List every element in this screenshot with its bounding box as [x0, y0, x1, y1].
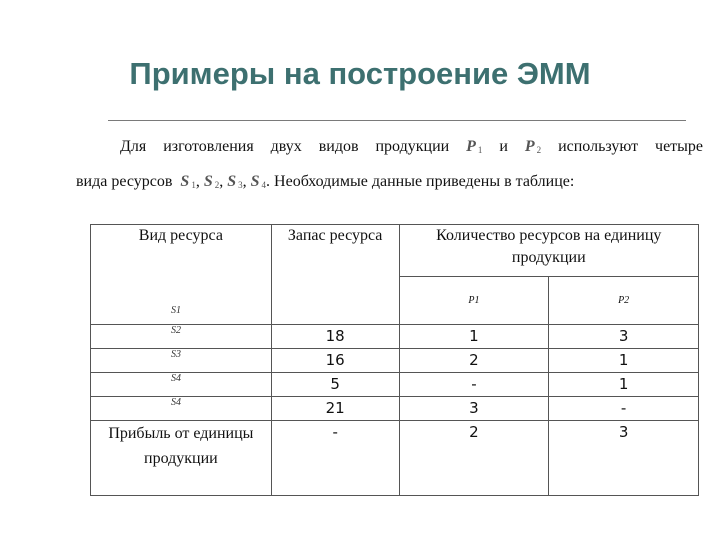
- intro-paragraph: [76, 131, 703, 201]
- resource-table: [90, 224, 699, 496]
- product-p1: P $_1$: [466, 138, 483, 155]
- intro-and: и: [499, 138, 508, 155]
- intro-text-4: . Необходимые данные приведены в таблице:: [266, 173, 575, 190]
- cell-p1: 2: [399, 349, 549, 373]
- table-row: [91, 373, 699, 397]
- cell-p2: 1: [549, 349, 699, 373]
- row-label: S3: [91, 349, 272, 373]
- intro-text-2: используют четыре: [558, 138, 704, 155]
- intro-text-3: вида ресурсов: [76, 173, 173, 190]
- profit-p2: 3: [549, 421, 699, 496]
- cell-stock: 21: [271, 397, 399, 421]
- table-row: [91, 349, 699, 373]
- table-row: [91, 397, 699, 421]
- intro-line-1: [76, 131, 703, 166]
- resource-s2: S $_2$: [203, 173, 220, 190]
- resource-label: S1: [171, 305, 181, 316]
- header-stock: Запас ресурса: [271, 225, 399, 325]
- header-consumption: Количество ресурсов на единицу продукции: [399, 225, 698, 277]
- cell-p1: 1: [399, 325, 549, 349]
- row-label-s4: S4: [171, 397, 181, 408]
- intro-text-1: Для изготовления двух видов продукции: [120, 138, 450, 155]
- intro-line-2: вида ресурсов S $_1$, S $_2$, S $_3$, S $_4$. Необходимые данные приведены в таблице:: [76, 173, 575, 190]
- cell-stock: 16: [271, 349, 399, 373]
- row-label: [91, 397, 272, 421]
- profit-label: Прибыль от единицы продукции: [91, 421, 272, 496]
- cell-stock: 18: [271, 325, 399, 349]
- cell-p2: 1: [549, 373, 699, 397]
- product-p2: P $_2$: [524, 138, 542, 155]
- table-row: [91, 325, 699, 349]
- cell-p2: -: [549, 397, 699, 421]
- profit-row: [91, 421, 699, 496]
- cell-stock: 5: [271, 373, 399, 397]
- table-header-row: [91, 225, 699, 277]
- header-p2: P2: [549, 277, 699, 325]
- row-label: S2: [91, 325, 272, 349]
- cell-p1: 3: [399, 397, 549, 421]
- header-resource: Вид ресурса S1: [91, 225, 272, 325]
- title-divider: [108, 120, 686, 121]
- resource-s3: S $_3$: [227, 173, 243, 190]
- resource-s1: S $_1$: [180, 173, 196, 190]
- profit-stock: -: [271, 421, 399, 496]
- header-p1: P1: [399, 277, 549, 325]
- cell-p2: 3: [549, 325, 699, 349]
- profit-p1: 2: [399, 421, 549, 496]
- cell-p1: -: [399, 373, 549, 397]
- resource-s4: S $_4$: [250, 173, 267, 190]
- slide-title: Примеры на построение ЭММ: [129, 56, 591, 91]
- row-label: S4: [91, 373, 272, 397]
